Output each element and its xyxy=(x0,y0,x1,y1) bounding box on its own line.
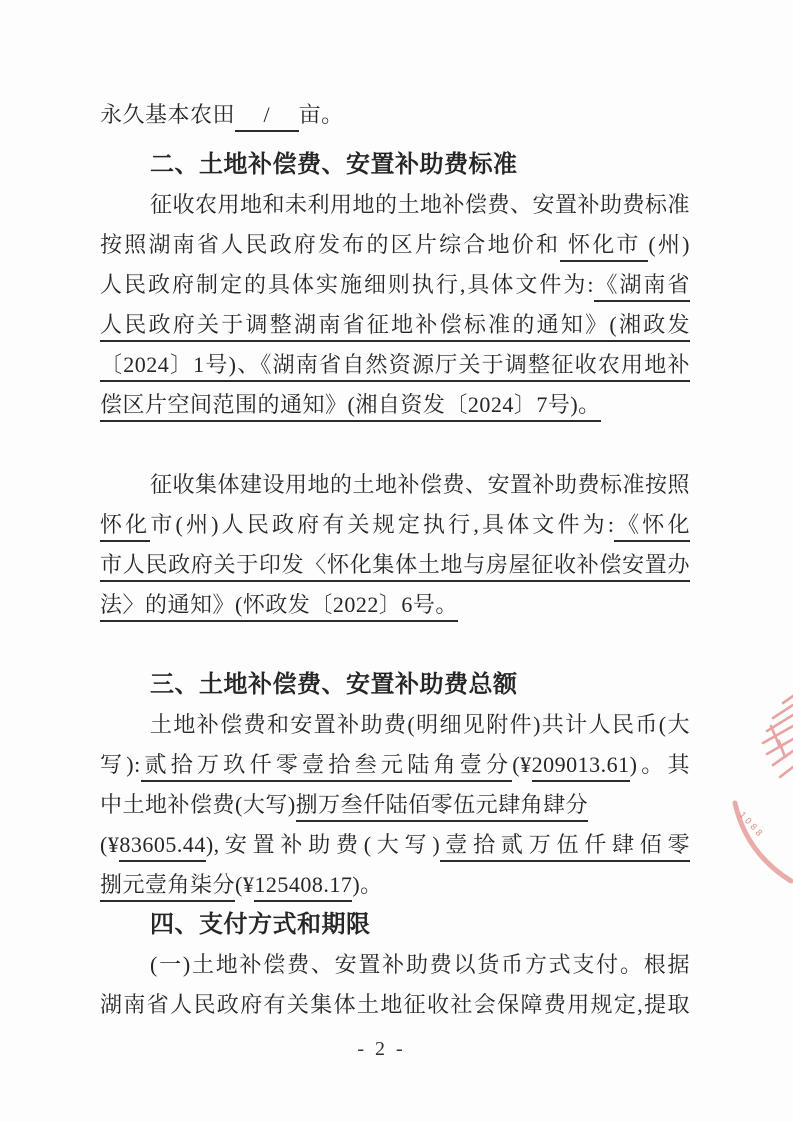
text-line xyxy=(100,345,690,385)
seal-code-digits: 1088 xyxy=(737,809,767,841)
underlined-text: 法〉的通知》(怀政发〔2022〕6号。 xyxy=(100,592,458,622)
underlined-text: 偿区片空间范围的通知》(湘自资发〔2024〕7号)。 xyxy=(100,392,601,422)
paragraph-spacer xyxy=(100,625,690,665)
underlined-text: 〔2024〕1号)、《湖南省自然资源厅关于调整征收农用地补 xyxy=(100,352,690,382)
text-line xyxy=(100,385,690,425)
text-run: 二、土地补偿费、安置补助费标准 xyxy=(150,151,518,178)
text-line xyxy=(100,225,690,265)
text-line xyxy=(100,785,690,825)
text-run: )。 xyxy=(352,872,383,897)
text-run: 写): xyxy=(100,752,141,777)
text-line xyxy=(100,825,690,865)
text-run: 四、支付方式和期限 xyxy=(150,911,371,938)
text-run: 市(州)人民政府有关规定执行,具体文件为: xyxy=(150,512,615,537)
underlined-text: 《湖南省 xyxy=(594,272,690,302)
text-line xyxy=(100,185,690,225)
text-run: 永久基本农田 xyxy=(100,102,236,127)
text-run: 三、土地补偿费、安置补助费总额 xyxy=(150,671,518,698)
text-run: 按照湖南省人民政府发布的区片综合地价和 xyxy=(100,232,561,257)
underlined-text: / xyxy=(235,102,299,132)
text-line xyxy=(100,865,690,905)
underlined-text: 209013.61 xyxy=(532,752,630,782)
underlined-text: 市人民政府关于印发〈怀化集体土地与房屋征收补偿安置办 xyxy=(100,552,690,582)
text-run: 人民政府制定的具体实施细则执行,具体文件为: xyxy=(100,272,594,297)
text-run: 土地补偿费和安置补助费(明细见附件)共计人民币(大 xyxy=(150,712,690,737)
underlined-text: 捌元壹角柒分 xyxy=(100,872,235,902)
text-line xyxy=(100,545,690,585)
underlined-text: 怀化 xyxy=(100,512,150,542)
text-line xyxy=(100,505,690,545)
text-line xyxy=(100,265,690,305)
page-number: - 2 - xyxy=(357,1038,406,1060)
underlined-text: 83605.44 xyxy=(119,832,206,862)
text-run: (¥ xyxy=(512,752,532,777)
text-run: (¥ xyxy=(235,872,255,897)
text-line xyxy=(100,585,690,625)
text-line xyxy=(100,745,690,785)
document-body xyxy=(100,95,690,1025)
text-run: (一)土地补偿费、安置补助费以货币方式支付。根据 xyxy=(150,952,690,977)
section-heading xyxy=(100,145,690,185)
text-run: 征收农用地和未利用地的土地补偿费、安置补助费标准 xyxy=(150,192,691,217)
official-seal-stamp xyxy=(713,693,793,888)
text-line xyxy=(100,705,690,745)
text-run: (¥ xyxy=(100,832,120,857)
text-run: ),安置补助费(大写) xyxy=(205,832,441,857)
underlined-text: 壹拾贰万伍仟肆佰零 xyxy=(440,832,690,862)
section-heading xyxy=(100,905,690,945)
text-run: 湖南省人民政府有关集体土地征收社会保障费用规定,提取 xyxy=(100,992,690,1017)
text-line xyxy=(100,945,690,985)
paragraph-spacer xyxy=(100,425,690,465)
text-line xyxy=(100,305,690,345)
seal-character-marks xyxy=(763,696,793,777)
text-run: )。其 xyxy=(629,752,690,777)
seal-border-arc xyxy=(735,803,791,881)
text-run: 亩。 xyxy=(298,102,344,127)
text-line xyxy=(100,985,690,1025)
underlined-text: 捌万叁仟陆佰零伍元肆角肆分 xyxy=(296,792,589,822)
underlined-text: 125408.17 xyxy=(254,872,352,902)
text-run: 中土地补偿费(大写) xyxy=(100,792,296,817)
section-heading xyxy=(100,665,690,705)
text-run: 征收集体建设用地的土地补偿费、安置补助费标准按照 xyxy=(150,472,691,497)
underlined-text: 《怀化 xyxy=(614,512,690,542)
text-line xyxy=(100,95,690,135)
text-line xyxy=(100,465,690,505)
underlined-text: 怀化市 xyxy=(560,232,648,262)
underlined-text: 贰拾万玖仟零壹拾叁元陆角壹分 xyxy=(141,752,513,782)
underlined-text: 人民政府关于调整湖南省征地补偿标准的通知》(湘政发 xyxy=(100,312,690,342)
text-run: (州) xyxy=(648,232,690,257)
